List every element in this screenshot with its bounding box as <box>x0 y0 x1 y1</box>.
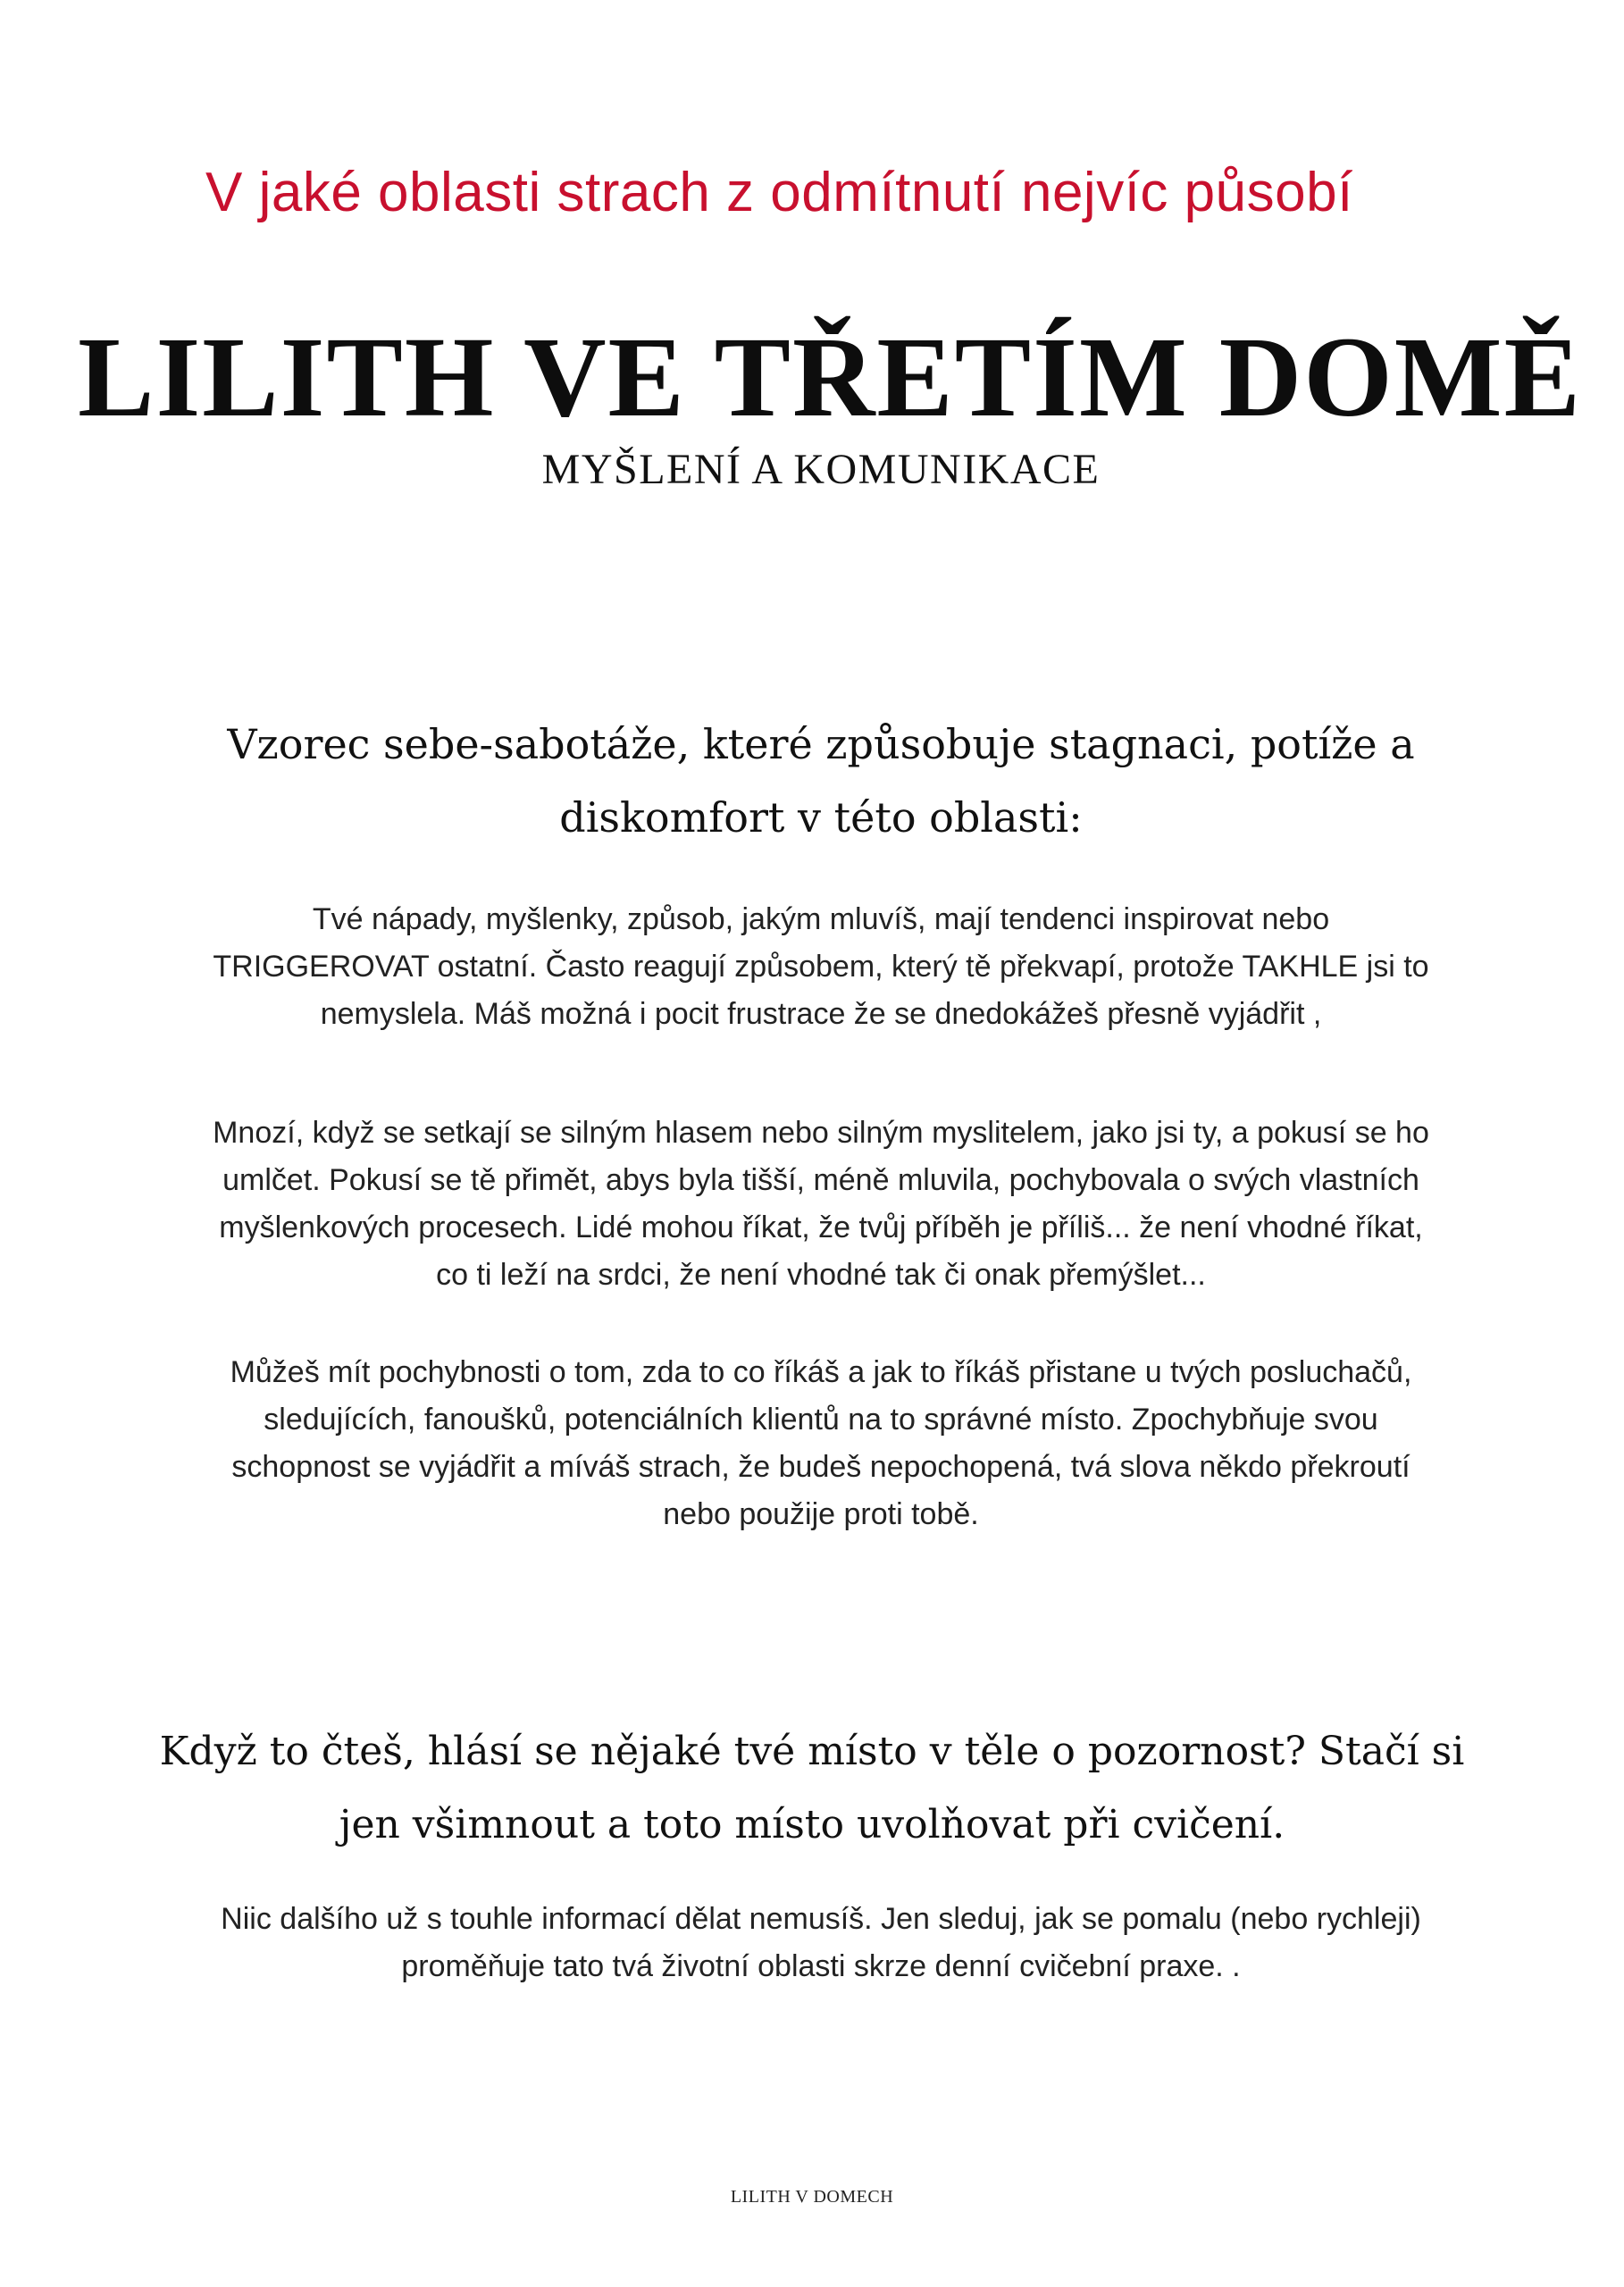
paragraph-line: nemyslela. Máš možná i pocit frustrace že se dnedokážeš přesně vyjádřit , <box>320 997 1322 1031</box>
paragraph-line: schopnost se vyjádřit a míváš strach, že budeš nepochopená, tvá slova někdo překroutí <box>231 1450 1411 1484</box>
paragraph-line: sledujících, fanoušků, potenciálních klientů na to správné místo. Zpochybňuje svou <box>264 1403 1378 1437</box>
page-subtitle: MYŠLENÍ A KOMUNIKACE <box>541 446 1101 493</box>
paragraph-silencing <box>9 1110 1624 1299</box>
page-title: LILITH VE TŘETÍM DOMĚ <box>78 314 1582 440</box>
section-heading-body <box>0 1715 1624 1862</box>
paragraph-line: Tvé nápady, myšlenky, způsob, jakým mluvíš, mají tendenci inspirovat nebo <box>312 902 1330 936</box>
paragraph-line: co ti leží na srdci, že není vhodné tak či onak přemýšlet... <box>436 1258 1206 1292</box>
paragraph-line: nebo použije proti tobě. <box>663 1497 979 1531</box>
paragraph-line: myšlenkových procesech. Lidé mohou říkat, že tvůj příběh je příliš... že není vhodné říkat, <box>219 1211 1423 1244</box>
paragraph-practice <box>9 1896 1624 1990</box>
paragraph-doubts <box>9 1349 1624 1538</box>
paragraph-line: Niic dalšího už s touhle informací dělat nemusíš. Jen sleduj, jak se pomalu (nebo rychleji) <box>221 1902 1421 1936</box>
heading-line: diskomfort v této oblasti: <box>559 793 1083 842</box>
section-heading-pattern <box>9 708 1624 854</box>
heading-line: Vzorec sebe-sabotáže, které způsobuje stagnaci, potíže a <box>227 720 1415 768</box>
paragraph-ideas <box>9 896 1624 1038</box>
paragraph-line: TRIGGEROVAT ostatní. Často reagují způsobem, který tě překvapí, protože TAKHLE jsi to <box>213 950 1429 984</box>
paragraph-line: Můžeš mít pochybnosti o tom, zda to co říkáš a jak to říkáš přistane u tvých posluchačů, <box>230 1355 1412 1389</box>
paragraph-line: Mnozí, když se setkají se silným hlasem nebo silným myslitelem, jako jsi ty, a pokusí se ho <box>213 1116 1429 1150</box>
page-kicker: V jaké oblasti strach z odmítnutí nejvíc působí <box>205 162 1353 223</box>
paragraph-line: umlčet. Pokusí se tě přimět, abys byla tišší, méně mluvila, pochybovala o svých vlastních <box>222 1163 1419 1197</box>
page-footer: LILITH V DOMECH <box>730 2187 894 2207</box>
heading-line: Když to čteš, hlásí se nějaké tvé místo v těle o pozornost? Stačí si <box>159 1729 1465 1774</box>
paragraph-line: proměňuje tato tvá životní oblasti skrze denní cvičební praxe. . <box>401 1949 1241 1983</box>
heading-line: jen všimnout a toto místo uvolňovat při cvičení. <box>339 1802 1285 1847</box>
